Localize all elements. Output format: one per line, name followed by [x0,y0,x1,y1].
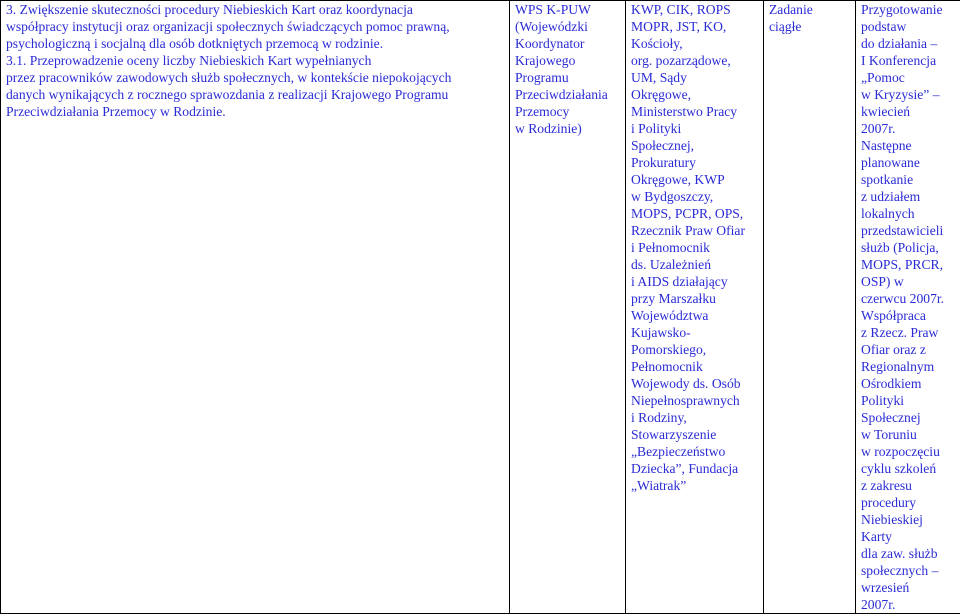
table-row [1,1,960,614]
remarks-cell [856,1,960,614]
partners-line: Rzecznik Praw Ofiar [631,222,759,239]
responsible-line: Przemocy [515,103,621,120]
partners-line: „Wiatrak” [631,477,759,494]
remarks-line: z udziałem [861,188,956,205]
partners-cell [626,1,764,614]
deadline-line: Zadanie [769,1,851,18]
remarks-line: Następne [861,137,956,154]
remarks-line: wrzesień [861,579,956,596]
remarks-line: Ofiar oraz z [861,341,956,358]
partners-line: Wojewody ds. Osób [631,375,759,392]
task-line: 3.1. Przeprowadzenie oceny liczby Niebieskich Kart wypełnianych [6,52,505,69]
remarks-line: cyklu szkoleń [861,460,956,477]
remarks-line: z zakresu [861,477,956,494]
partners-line: i AIDS działający [631,273,759,290]
deadline-line: ciągłe [769,18,851,35]
partners-line: Okręgowe, [631,86,759,103]
partners-line: ds. Uzależnień [631,256,759,273]
remarks-line: w Toruniu [861,426,956,443]
responsible-line: Krajowego [515,52,621,69]
partners-line: i Pełnomocnik [631,239,759,256]
responsible-line: (Wojewódzki [515,18,621,35]
remarks-line: procedury [861,494,956,511]
partners-line: przy Marszałku [631,290,759,307]
partners-line: KWP, CIK, ROPS [631,1,759,18]
partners-line: Stowarzyszenie [631,426,759,443]
partners-line: Ministerstwo Pracy [631,103,759,120]
partners-line: Dziecka”, Fundacja [631,460,759,477]
partners-line: Kujawsko- [631,324,759,341]
remarks-line: spotkanie [861,171,956,188]
responsible-cell [510,1,626,614]
remarks-line: kwiecień [861,103,956,120]
remarks-line: społecznych – [861,562,956,579]
responsible-line: Koordynator [515,35,621,52]
task-cell [1,1,510,614]
partners-line: Społecznej, [631,137,759,154]
partners-line: Pełnomocnik [631,358,759,375]
partners-line: MOPS, PCPR, OPS, [631,205,759,222]
remarks-line: Przygotowanie [861,1,956,18]
task-line: Przeciwdziałania Przemocy w Rodzinie. [6,103,505,120]
remarks-line: I Konferencja [861,52,956,69]
remarks-line: przedstawicieli [861,222,956,239]
remarks-line: OSP) w [861,273,956,290]
partners-line: Niepełnosprawnych [631,392,759,409]
remarks-line: Regionalnym [861,358,956,375]
responsible-line: Programu [515,69,621,86]
responsible-line: Przeciwdziałania [515,86,621,103]
remarks-line: Współpraca [861,307,956,324]
remarks-line: dla zaw. służb [861,545,956,562]
partners-line: UM, Sądy [631,69,759,86]
responsible-line: WPS K-PUW [515,1,621,18]
partners-line: Kościoły, [631,35,759,52]
partners-line: i Polityki [631,120,759,137]
remarks-line: „Pomoc [861,69,956,86]
task-line: 3. Zwiększenie skuteczności procedury Niebieskich Kart oraz koordynacja [6,1,505,18]
partners-line: i Rodziny, [631,409,759,426]
partners-line: org. pozarządowe, [631,52,759,69]
partners-line: Województwa [631,307,759,324]
remarks-line: 2007r. [861,120,956,137]
partners-line: Prokuratury [631,154,759,171]
partners-line: MOPR, JST, KO, [631,18,759,35]
remarks-line: Karty [861,528,956,545]
remarks-line: czerwcu 2007r. [861,290,956,307]
partners-line: Pomorskiego, [631,341,759,358]
partners-line: w Bydgoszczy, [631,188,759,205]
deadline-cell [764,1,856,614]
task-line: danych wynikających z rocznego sprawozdania z realizacji Krajowego Programu [6,86,505,103]
remarks-line: lokalnych [861,205,956,222]
remarks-line: 2007r. [861,596,956,613]
task-line: współpracy instytucji oraz organizacji społecznych świadczących pomoc prawną, [6,18,505,35]
remarks-line: MOPS, PRCR, [861,256,956,273]
task-line: psychologiczną i socjalną dla osób dotkniętych przemocą w rodzinie. [6,35,505,52]
remarks-line: z Rzecz. Praw [861,324,956,341]
remarks-line: Polityki [861,392,956,409]
remarks-line: do działania – [861,35,956,52]
remarks-line: w rozpoczęciu [861,443,956,460]
task-line: przez pracowników zawodowych służb społecznych, w kontekście niepokojących [6,69,505,86]
remarks-line: planowane [861,154,956,171]
remarks-line: Ośrodkiem [861,375,956,392]
remarks-line: Niebieskiej [861,511,956,528]
partners-line: „Bezpieczeństwo [631,443,759,460]
remarks-line: w Kryzysie” – [861,86,956,103]
remarks-line: podstaw [861,18,956,35]
remarks-line: Społecznej [861,409,956,426]
remarks-line: służb (Policja, [861,239,956,256]
partners-line: Okręgowe, KWP [631,171,759,188]
responsible-line: w Rodzinie) [515,120,621,137]
